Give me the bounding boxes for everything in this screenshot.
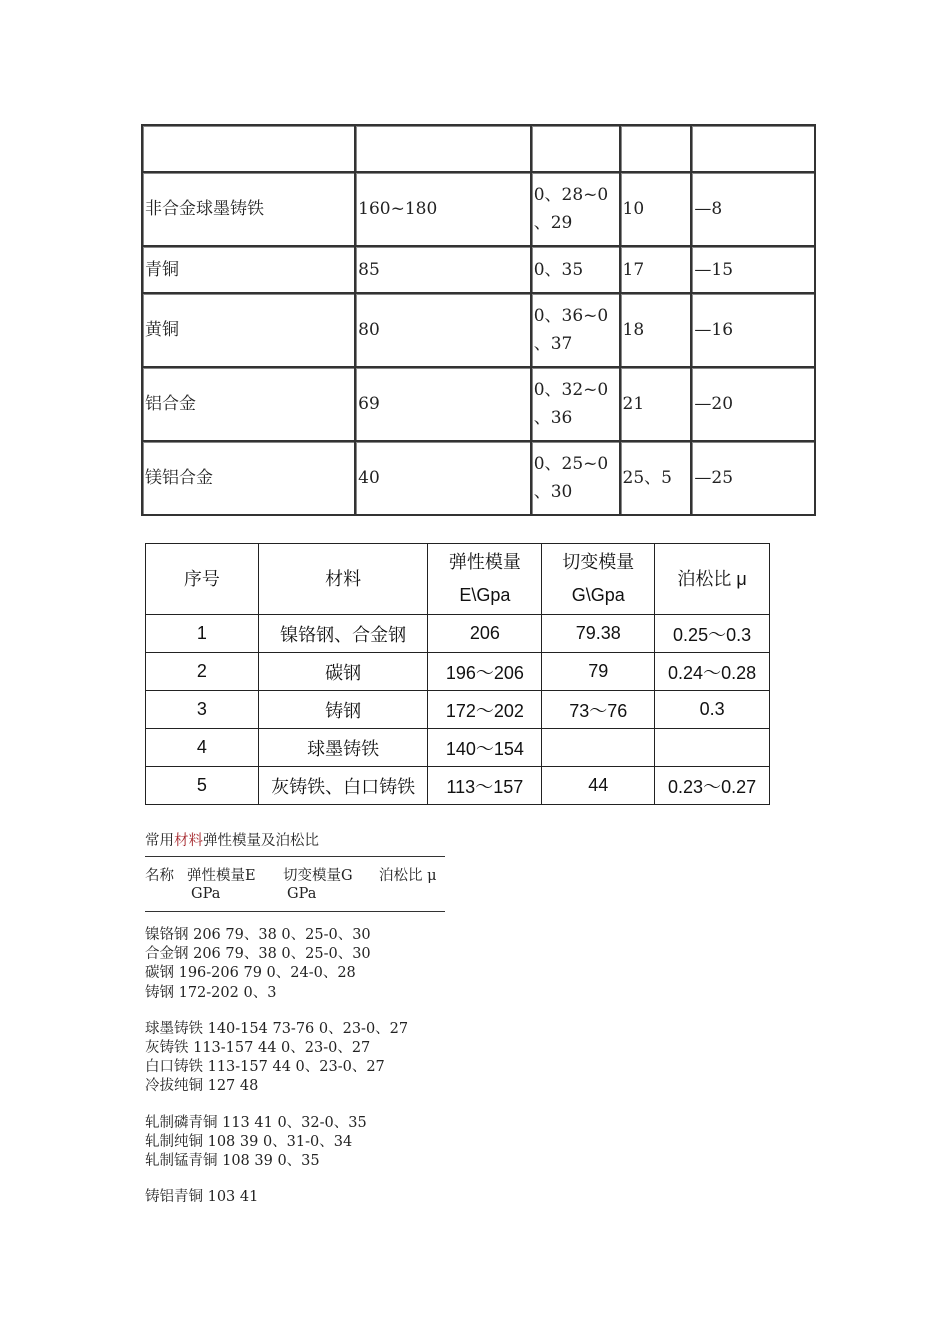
row-poisson: 0.3 (655, 691, 770, 729)
divider (145, 911, 445, 912)
materials-link[interactable]: 材料 (174, 833, 203, 849)
poisson-ratio (532, 173, 621, 247)
header-no: 序号 (146, 544, 259, 615)
table1-header-cell (143, 126, 356, 173)
expansion-coefficient: 18 (621, 294, 693, 368)
table1-header-cell (621, 126, 693, 173)
list-item: 铸钢 172-202 0、3 (145, 984, 277, 1001)
col-name: 名称 (145, 868, 174, 884)
row-no: 2 (146, 653, 259, 691)
header-e-line-1: 弹性模量 (448, 552, 521, 572)
poisson-ratio (532, 442, 621, 516)
spacer (145, 1003, 459, 1020)
header-shear-modulus (542, 544, 655, 615)
row-elastic-modulus: 172～202 (428, 691, 542, 729)
row-shear-modulus: 73～76 (542, 691, 655, 729)
material-name: 青铜 (143, 247, 356, 294)
list-item: 轧制锰青铜 108 39 0、35 (145, 1152, 320, 1169)
poisson-ratio (532, 294, 621, 368)
elastic-modulus: 40 (356, 442, 532, 516)
col-shear-modulus (283, 867, 379, 903)
notes-header (145, 867, 459, 903)
header-e-line-2: E\Gpa (459, 585, 511, 605)
table1-header-cell (692, 126, 816, 173)
material-name: 镁铝合金 (143, 442, 356, 516)
list-item: 球墨铸铁 140-154 73-76 0、23-0、27 (145, 1020, 409, 1037)
list-item: 碳钢 196-206 79 0、24-0、28 (145, 965, 356, 982)
row-poisson: 0.25～0.3 (655, 615, 770, 653)
row-poisson: 0.24～0.28 (655, 653, 770, 691)
row-no: 3 (146, 691, 259, 729)
row-material: 灰铸铁、白口铸铁 (258, 767, 428, 805)
temperature-value: —8 (692, 173, 816, 247)
temperature-value: —16 (692, 294, 816, 368)
poisson-ratio: 0、35 (532, 247, 621, 294)
expansion-coefficient: 10 (621, 173, 693, 247)
table1-header-cell (532, 126, 621, 173)
header-g-line-1: 切变模量 (562, 552, 635, 572)
row-material: 镍铬钢、合金钢 (258, 615, 428, 653)
col-e-label: 弹性模量E (187, 868, 256, 884)
table-row (143, 442, 816, 516)
expansion-coefficient: 21 (621, 368, 693, 442)
row-elastic-modulus: 140～154 (428, 729, 542, 767)
elastic-modulus: 85 (356, 247, 532, 294)
header-g-line-2: G\Gpa (571, 585, 625, 605)
poisson-line-2: 、36 (533, 408, 573, 428)
list-item: 轧制纯铜 108 39 0、31-0、34 (145, 1133, 353, 1150)
col-g-unit: GPa (287, 886, 317, 902)
list-item: 合金钢 206 79、38 0、25-0、30 (145, 946, 371, 963)
col-g-label: 切变模量G (283, 868, 353, 884)
poisson-line-2: 、37 (533, 334, 573, 354)
material-table-1 (141, 124, 816, 516)
temperature-value: —20 (692, 368, 816, 442)
material-name: 铝合金 (143, 368, 356, 442)
col-e-unit: GPa (191, 886, 221, 902)
row-elastic-modulus: 206 (428, 615, 542, 653)
table-row (146, 691, 770, 729)
poisson-line-1: 0、28~0 (533, 185, 609, 205)
poisson-line-2: 、30 (533, 482, 573, 502)
table1-header-cell (356, 126, 532, 173)
table1-header-row (143, 126, 816, 173)
table-row (146, 653, 770, 691)
poisson-ratio (532, 368, 621, 442)
list-item: 轧制磷青铜 113 41 0、32-0、35 (145, 1114, 367, 1131)
poisson-line-1: 0、36~0 (533, 306, 609, 326)
poisson-line-1: 0、25~0 (533, 454, 609, 474)
title-suffix: 弹性模量及泊松比 (203, 833, 319, 849)
material-table-2 (145, 543, 770, 805)
row-poisson: 0.23～0.27 (655, 767, 770, 805)
table-row (143, 247, 816, 294)
material-notes (145, 830, 459, 1207)
spacer (145, 1097, 459, 1114)
temperature-value: —15 (692, 247, 816, 294)
col-poisson: 泊松比 μ (379, 868, 437, 884)
material-name: 非合金球墨铸铁 (143, 173, 356, 247)
row-material: 球墨铸铁 (258, 729, 428, 767)
table-row (146, 729, 770, 767)
row-material: 碳钢 (258, 653, 428, 691)
table-row (146, 615, 770, 653)
row-no: 1 (146, 615, 259, 653)
list-item: 镍铬钢 206 79、38 0、25-0、30 (145, 927, 371, 943)
row-shear-modulus: 79.38 (542, 615, 655, 653)
expansion-coefficient: 17 (621, 247, 693, 294)
notes-title (145, 830, 459, 852)
table2-header-row (146, 544, 770, 615)
elastic-modulus: 69 (356, 368, 532, 442)
spacer (145, 1171, 459, 1188)
temperature-value: —25 (692, 442, 816, 516)
row-no: 5 (146, 767, 259, 805)
col-elastic-modulus (187, 867, 283, 903)
table-row (143, 368, 816, 442)
list-item: 灰铸铁 113-157 44 0、23-0、27 (145, 1039, 371, 1056)
row-shear-modulus (542, 729, 655, 767)
list-item: 冷拔纯铜 127 48 (145, 1078, 259, 1095)
table-row (143, 294, 816, 368)
table-row (146, 767, 770, 805)
elastic-modulus: 80 (356, 294, 532, 368)
table-row (143, 173, 816, 247)
divider (145, 856, 445, 857)
header-material: 材料 (258, 544, 428, 615)
row-shear-modulus: 44 (542, 767, 655, 805)
list-item: 白口铸铁 113-157 44 0、23-0、27 (145, 1059, 385, 1076)
list-item: 铸铝青铜 103 41 (145, 1189, 259, 1206)
header-elastic-modulus (428, 544, 542, 615)
row-elastic-modulus: 196～206 (428, 653, 542, 691)
row-no: 4 (146, 729, 259, 767)
row-shear-modulus: 79 (542, 653, 655, 691)
poisson-line-1: 0、32~0 (533, 380, 609, 400)
material-name: 黄铜 (143, 294, 356, 368)
row-elastic-modulus: 113～157 (428, 767, 542, 805)
row-poisson (655, 729, 770, 767)
poisson-line-2: 、29 (533, 213, 573, 233)
header-poisson: 泊松比 μ (655, 544, 770, 615)
elastic-modulus: 160~180 (356, 173, 532, 247)
row-material: 铸钢 (258, 691, 428, 729)
title-prefix: 常用 (145, 833, 174, 849)
expansion-coefficient: 25、5 (621, 442, 693, 516)
